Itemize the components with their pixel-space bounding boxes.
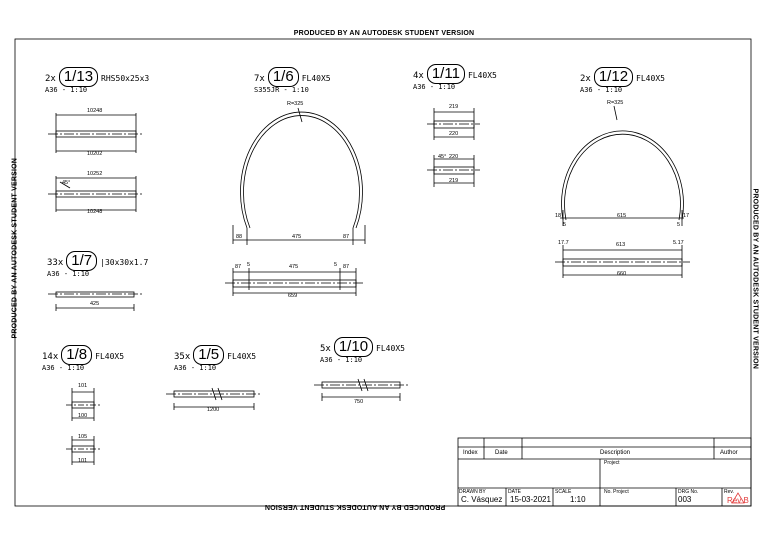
tb-drg-no-label: DRG No. <box>678 489 699 495</box>
part-label-1-8: 14x 1/8 FL40X5 <box>42 346 125 363</box>
dim-1-6-b: 475 <box>292 234 302 240</box>
dim-1-6-f: 475 <box>289 264 299 270</box>
dim-1-8-c: 105 <box>78 434 88 440</box>
tb-drawn-by: C. Vásquez <box>461 495 503 504</box>
dim-1-12-c: 17 <box>683 213 690 219</box>
part-label-1-6: 7x 1/6 FL40X5 <box>254 68 331 85</box>
tb-project-label: Project <box>604 460 620 466</box>
dim-1-6-a: 88 <box>236 234 243 240</box>
dim-1-12-g: 613 <box>616 242 626 248</box>
part-1-13-drawing <box>48 113 144 212</box>
part-label-1-10: 5x 1/10 FL40X5 <box>320 338 405 355</box>
watermark-bottom: PRODUCED BY AN AUTODESK STUDENT VERSION <box>264 503 446 510</box>
dim-1-11-a: 219 <box>449 104 459 110</box>
tb-scale-label: SCALE <box>555 489 572 495</box>
dim-1-12-b: 615 <box>617 213 627 219</box>
part-sub-1-13: A36 - 1:10 <box>45 86 88 94</box>
dim-1-13-c: 10252 <box>87 171 103 177</box>
dim-1-13-a: 10248 <box>87 108 103 114</box>
part-sub-1-11: A36 - 1:10 <box>413 83 456 91</box>
watermark-right: PRODUCED BY AN AUTODESK STUDENT VERSION <box>751 188 759 369</box>
dim-1-12-d: 5 <box>563 222 567 228</box>
dim-1-11-b: 220 <box>449 131 459 137</box>
dim-1-6-e: 5 <box>247 262 251 268</box>
dim-1-6-h: 87 <box>343 264 350 270</box>
dim-1-8-b: 100 <box>78 413 88 419</box>
dim-1-11-d: 219 <box>449 178 459 184</box>
dim-1-6-total: 659 <box>288 293 298 299</box>
part-label-1-12: 2x 1/12 FL40X5 <box>580 68 665 85</box>
sheet-frame <box>15 39 751 506</box>
part-label-1-7: 33x 1/7 |30x30x1.7 <box>47 252 149 269</box>
part-1-8-drawing <box>66 388 100 465</box>
dim-1-11-angle: 45° <box>438 154 447 160</box>
part-sub-1-8: A36 - 1:10 <box>42 364 85 372</box>
tb-date-label: DATE <box>508 489 521 495</box>
watermark-left: PRODUCED BY AN AUTODESK STUDENT VERSION <box>11 158 19 339</box>
part-label-1-13: 2x 1/13 RHS50x25x3 <box>45 68 150 85</box>
watermark-top: PRODUCED BY AN AUTODESK STUDENT VERSION <box>293 30 475 37</box>
part-1-11-drawing <box>427 108 480 187</box>
dim-1-12-h: 5.17 <box>673 240 684 246</box>
dim-1-7-a: 425 <box>90 301 100 307</box>
dim-1-5-a: 1200 <box>207 407 220 413</box>
part-1-12-drawing <box>555 106 690 278</box>
tb-date: 15-03-2021 <box>510 495 551 504</box>
dim-1-8-d: 101 <box>78 458 88 464</box>
tb-header-date: Date <box>495 450 508 456</box>
part-1-10-drawing <box>314 379 408 401</box>
part-sub-1-6: S355JR - 1:10 <box>254 86 309 94</box>
dim-1-13-d: 10248 <box>87 209 103 215</box>
dim-1-6-c: 87 <box>343 234 350 240</box>
part-sub-1-5: A36 - 1:10 <box>174 364 217 372</box>
part-label-1-5: 35x 1/5 FL40X5 <box>174 346 257 363</box>
dim-1-8-a: 101 <box>78 383 88 389</box>
tb-rev-label: Rev. <box>724 489 734 495</box>
part-label-1-11: 4x 1/11 FL40X5 <box>413 65 497 82</box>
tb-header-description: Description <box>600 450 631 456</box>
part-sub-1-10: A36 - 1:10 <box>320 356 363 364</box>
dim-1-6-d: 87 <box>235 264 242 270</box>
part-sub-1-7: A36 - 1:10 <box>47 270 90 278</box>
tb-rev: Rev B <box>727 496 749 505</box>
tb-drg-no: 003 <box>678 495 692 504</box>
part-sub-1-12: A36 - 1:10 <box>580 86 623 94</box>
dim-1-6-g: 5 <box>334 262 338 268</box>
dim-1-6-radius: R=325 <box>287 101 304 107</box>
dim-1-10-a: 750 <box>354 399 364 405</box>
tb-drawn-by-label: DRAWN BY <box>459 489 486 495</box>
dim-1-11-c: 220 <box>449 154 459 160</box>
tb-header-index: Index <box>463 450 478 456</box>
dim-1-13-b: 10202 <box>87 151 103 157</box>
dim-1-13-angle: 45° <box>62 180 71 186</box>
dim-1-12-f: 17.7 <box>558 240 569 246</box>
dim-1-12-radius: R=325 <box>607 100 624 106</box>
dim-1-12-total: 660 <box>617 271 627 277</box>
tb-header-author: Author <box>720 450 738 456</box>
dim-1-12-a: 18 <box>555 213 562 219</box>
tb-project-no-label: No. Project <box>604 489 629 495</box>
tb-scale: 1:10 <box>570 495 586 504</box>
dim-1-12-e: 5 <box>677 222 681 228</box>
